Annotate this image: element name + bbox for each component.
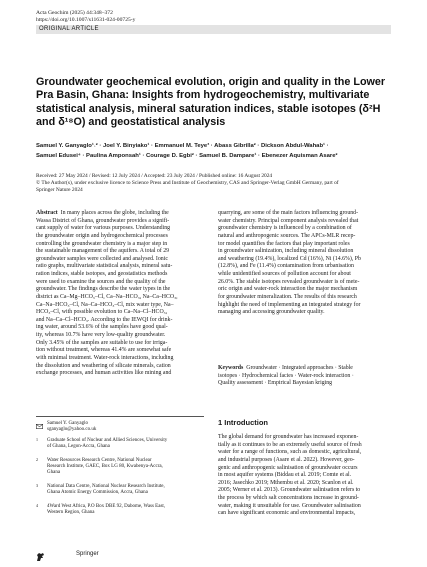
abstract-line: district as Ca–Mg–HCO₃–Cl, Ca–Na–HCO₃, Na–Ca–HCO₃, — [36, 293, 178, 300]
dates-line: Received: 27 May 2024 / Revised: 12 July 2024 / Accepted: 23 July 2024 / Published online: 16 August 2024 — [36, 173, 273, 179]
abstract-line: Abstract In many places across the globe, including the — [36, 210, 169, 216]
abstract-line: (12.8%), and Fe (11.4%) contamination from urbanisation — [218, 263, 354, 270]
abstract-line: oric origin and water-rock interaction the major mechanism — [218, 286, 358, 293]
abstract-line: cant supply of water for various purposes. Understanding — [36, 225, 171, 232]
affiliation-number: 1 — [36, 437, 38, 442]
affiliation-line: Ghana — [47, 470, 61, 476]
copyright-line: Springer Nature 2024 — [36, 187, 83, 193]
abstract-label: Abstract — [36, 210, 58, 216]
keywords-line: Quality assessment · Empirical Bayesian kriging — [218, 380, 333, 387]
affiliation-line: of Ghana, Legon-Accra, Ghana — [47, 444, 110, 450]
journal-citation: Acta Geochim (2025) 44:348–372 — [36, 10, 113, 16]
affiliation-line: National Data Centre, National Nuclear Research Institute, — [47, 484, 165, 489]
springer-horse-icon — [36, 552, 45, 562]
publisher-name: Springer — [76, 551, 99, 557]
affiliation-line: Water Resources Research Centre, National Nuclear — [47, 458, 152, 463]
affiliation-number: 4 — [36, 503, 38, 508]
author-line: Samuel Edusei⁴ · Paulina Amponsah¹ · Courage D. Egbi² · Samuel B. Dampare¹ · Ebenezer Aquisman Asare² — [36, 153, 338, 159]
intro-line: 2016; Jasechko 2019; Mthembu et al. 2020; Scanlon et al. — [218, 479, 354, 486]
envelope-icon — [36, 424, 43, 429]
abstract-line: Only 3.45% of the samples are suitable to use for irriga- — [36, 339, 168, 346]
paper-title: Groundwater geochemical evolution, origin and quality in the Lower Pra Basin, Ghana: Insights from hydrogeochemistry, multivariate statistical analysis, mineral saturation indices, stable isotopes (δ²H and δ¹⁸O) and geostatistical analysis — [36, 76, 386, 128]
abstract-line: the groundwater origin and hydrogeochemical processes — [36, 232, 168, 239]
abstract-line: Wassa District of Ghana, groundwater provides a signifi- — [36, 217, 170, 224]
abstract-line: natural and anthropogenic sources. The APCs-MLR recep- — [218, 232, 356, 239]
abstract-line: and weathering (19.4%), localized Cd (16%), Ni (14.6%), Pb — [218, 255, 361, 262]
affiliation-line: Ghana Atomic Energy Commission, Accra, Ghana — [47, 490, 148, 496]
publisher-logo — [36, 549, 99, 559]
abstract-line: exchange processes, and human activities like mining and — [36, 370, 172, 377]
abstract-line: groundwater samples were collected and analysed. Ionic — [36, 255, 168, 262]
abstract-line: ration indices, stable isotopes, and geostatistics methods — [36, 271, 168, 277]
abstract-line: highlight the need of implementing an integrated strategy for — [218, 301, 361, 308]
article-type-banner: ORIGINAL ARTICLE — [36, 25, 391, 34]
intro-line: water, making it unsuitable for use. Groundwater salinisation — [218, 502, 361, 509]
affiliation-line: Research Institute, GAEC, Box LG 80, Kwabenya-Accra, — [47, 464, 163, 470]
affiliation-3 — [36, 484, 204, 496]
intro-line: genic and anthropogenic salinisation of groundwater occurs — [218, 464, 358, 471]
footnote-divider — [36, 416, 204, 417]
intro-line: the process by which salt concentrations increase in ground- — [218, 495, 359, 501]
keywords-label: Keywords — [218, 365, 244, 371]
abstract-line: the sustainable management of the aquifers. A total of 29 — [36, 248, 170, 255]
abstract-line: ratio graphs, multivariate statistical analysis, mineral satu- — [36, 263, 173, 270]
abstract-line: and Na–Ca–Cl–HCO₃. According to the IEWQI for drink- — [36, 316, 173, 323]
publication-dates — [36, 173, 396, 194]
intro-line: tially as it continues to be an extremely useful source of fresh — [218, 441, 362, 448]
author-line: Samuel Y. Ganyaglo¹˒² · Joel Y. Binyiako¹ · Emmanuel M. Teye³ · Abass Gibrilla² · Dickson Abdul-Wahab¹ · — [36, 143, 329, 149]
abstract-line: while unidentified sources of pollution account for about — [218, 271, 351, 277]
intro-line: water for a range of functions, such as domestic, agricultural, — [218, 449, 362, 456]
introduction-text — [218, 434, 388, 518]
intro-line: and industrial purposes (Asare et al. 2022). However, geo- — [218, 456, 355, 463]
abstract-right-column — [218, 210, 388, 317]
correspondence — [47, 421, 96, 433]
intro-line: 2005; Werner et al. 2013). Groundwater salinisation refers to — [218, 487, 361, 494]
intro-line: The global demand for groundwater has increased exponen- — [218, 434, 359, 440]
affiliation-1 — [36, 438, 204, 450]
doi-link[interactable]: https://doi.org/10.1007/s11631-024-00725-y — [36, 17, 136, 23]
journal-header — [36, 10, 135, 24]
abstract-line: groundwater. The findings describe the water types in the — [36, 286, 171, 293]
copyright-line: © The Author(s), under exclusive licence to Science Press and Institute of Geochemistry, CAS and Springer-Verlag GmbH Germany, part of — [36, 180, 339, 186]
abstract-line: managing and accessing groundwater quality. — [218, 309, 325, 316]
intro-line: in most aquifer systems (Biddau et al. 2019; Comte et al. — [218, 472, 352, 479]
abstract-line: water chemistry. Principal component analysis revealed that — [218, 217, 359, 224]
affiliation-line: Western Region, Ghana — [47, 510, 95, 516]
abstract-line: controlling the groundwater chemistry is a major step in — [36, 240, 168, 247]
intro-line: can have significant economic and environmental impacts, — [218, 510, 356, 517]
abstract-line: quarrying, are some of the main factors influencing ground- — [218, 210, 359, 216]
abstract-line: were used to examine the sources and the quality of the — [36, 278, 166, 285]
author-list — [36, 141, 396, 161]
abstract-line: ing water, around 53.6% of the samples have good qual- — [36, 324, 168, 331]
abstract-line: tion without treatment, whereas 41.4% are somewhat safe — [36, 347, 172, 354]
affiliation-number: 2 — [36, 457, 38, 462]
section-heading-introduction: 1 Introduction — [218, 418, 268, 427]
abstract-line: with minimal treatment. Water-rock interactions, including — [36, 354, 174, 361]
keywords-line: isotopes · Hydrochemical facies · Water-rock interaction · — [218, 372, 354, 379]
abstract-line: for groundwater mineralization. The results of this research — [218, 293, 357, 300]
affiliation-line: 4Ward West Africa, P.O Box DBE 92, Dabome, Wass East, — [47, 504, 166, 509]
affiliation-4 — [36, 504, 204, 516]
affiliation-line: Graduate School of Nuclear and Allied Sciences, University — [47, 438, 168, 443]
abstract-line: ity, whereas 10.7% have very low-quality groundwater. — [36, 332, 166, 338]
abstract-line: the dissolution and weathering of silicate minerals, cation — [36, 362, 171, 369]
keywords-block — [218, 365, 388, 388]
affiliation-number: 3 — [36, 483, 38, 488]
corresponding-author: Samuel Y. Ganyaglo — [47, 421, 88, 426]
abstract-line: tor model quantifies the factors that play important roles — [218, 240, 350, 247]
abstract-line: groundwater chemistry is influenced by a combination of — [218, 225, 352, 232]
abstract-line: 26.0%. The stable isotopes revealed groundwater is of mete- — [218, 278, 360, 285]
affiliation-2 — [36, 458, 204, 477]
abstract-line: in groundwater salinization, including mineral dissolution — [218, 248, 354, 255]
abstract-left-column — [36, 210, 204, 378]
abstract-line: HCO₃–Cl, with possible evolution to Ca–Na–Cl–HCO₃, — [36, 309, 168, 316]
corresponding-email[interactable]: sganyaglo@yahoo.co.uk — [47, 427, 97, 433]
keywords-line: Keywords Groundwater · Integrated approaches · Stable — [218, 365, 353, 371]
abstract-line: Ca–Na–HCO₃–Cl, Na–Ca–HCO₃–Cl, mix water type, Na– — [36, 301, 174, 308]
